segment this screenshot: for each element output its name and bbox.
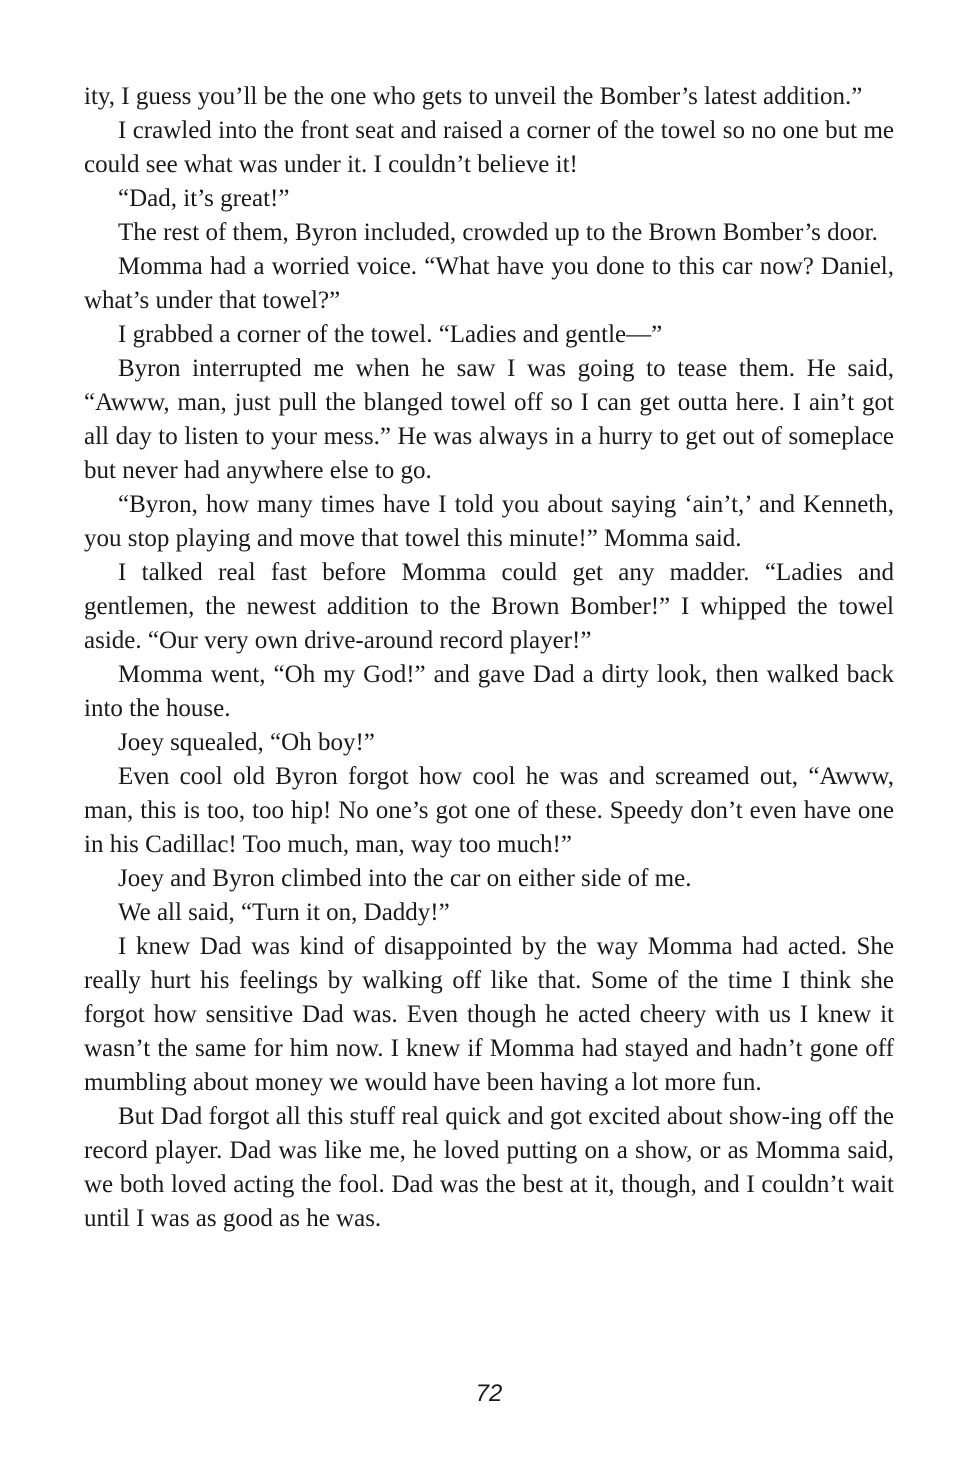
paragraph: The rest of them, Byron included, crowded up to the Brown Bomber’s door. — [118, 219, 878, 246]
paragraph: “Dad, it’s great!” — [118, 185, 290, 212]
paragraph: ity, I guess you’ll be the one who gets to unveil the Bomber’s latest addition.” — [84, 83, 863, 110]
paragraph: I knew Dad was kind of disappointed by the way Momma had acted. She really hurt his feelings by walking off like that. Some of the time I think she forgot how sensitive Dad was. Even though he acted cheery with us I knew it wasn’t the same for him now. I knew if Momma had stayed and hadn’t gone off mumbling about money we would have been having a lot more fun. — [84, 933, 894, 1096]
page-number: 72 — [475, 1380, 503, 1407]
paragraph: Joey squealed, “Oh boy!” — [118, 729, 375, 756]
paragraph: Joey and Byron climbed into the car on either side of me. — [118, 865, 692, 892]
paragraph: We all said, “Turn it on, Daddy!” — [118, 899, 450, 926]
paragraph: I crawled into the front seat and raised a corner of the towel so no one but me could see what was under it. I couldn’t believe it! — [84, 117, 894, 178]
paragraph: “Byron, how many times have I told you about saying ‘ain’t,’ and Kenneth, you stop playing and move that towel this minute!” Momma said. — [84, 491, 894, 552]
paragraph: Momma had a worried voice. “What have you done to this car now? Daniel, what’s under that towel?” — [84, 253, 894, 314]
paragraph: I grabbed a corner of the towel. “Ladies and gentle—” — [118, 321, 663, 348]
paragraph: But Dad forgot all this stuff real quick and got excited about show-ing off the record player. Dad was like me, he loved putting on a show, or as Momma said, we both loved acting the fool. Dad was the best at it, though, and I couldn’t wait until I was as good as he was. — [84, 1103, 894, 1232]
paragraph: Even cool old Byron forgot how cool he was and screamed out, “Awww, man, this is too, too hip! No one’s got one of these. Speedy don’t even have one in his Cadillac! Too much, man, way too much!” — [84, 763, 894, 858]
paragraph: I talked real fast before Momma could get any madder. “Ladies and gentlemen, the newest addition to the Brown Bomber!” I whipped the towel aside. “Our very own drive-around record player!” — [84, 559, 894, 654]
page-body — [84, 80, 894, 1236]
paragraph: Byron interrupted me when he saw I was going to tease them. He said, “Awww, man, just pull the blanged towel off so I can get outta here. I ain’t got all day to listen to your mess.” He was always in a hurry to get out of someplace but never had anywhere else to go. — [84, 355, 894, 484]
paragraph: Momma went, “Oh my God!” and gave Dad a dirty look, then walked back into the house. — [84, 661, 894, 722]
